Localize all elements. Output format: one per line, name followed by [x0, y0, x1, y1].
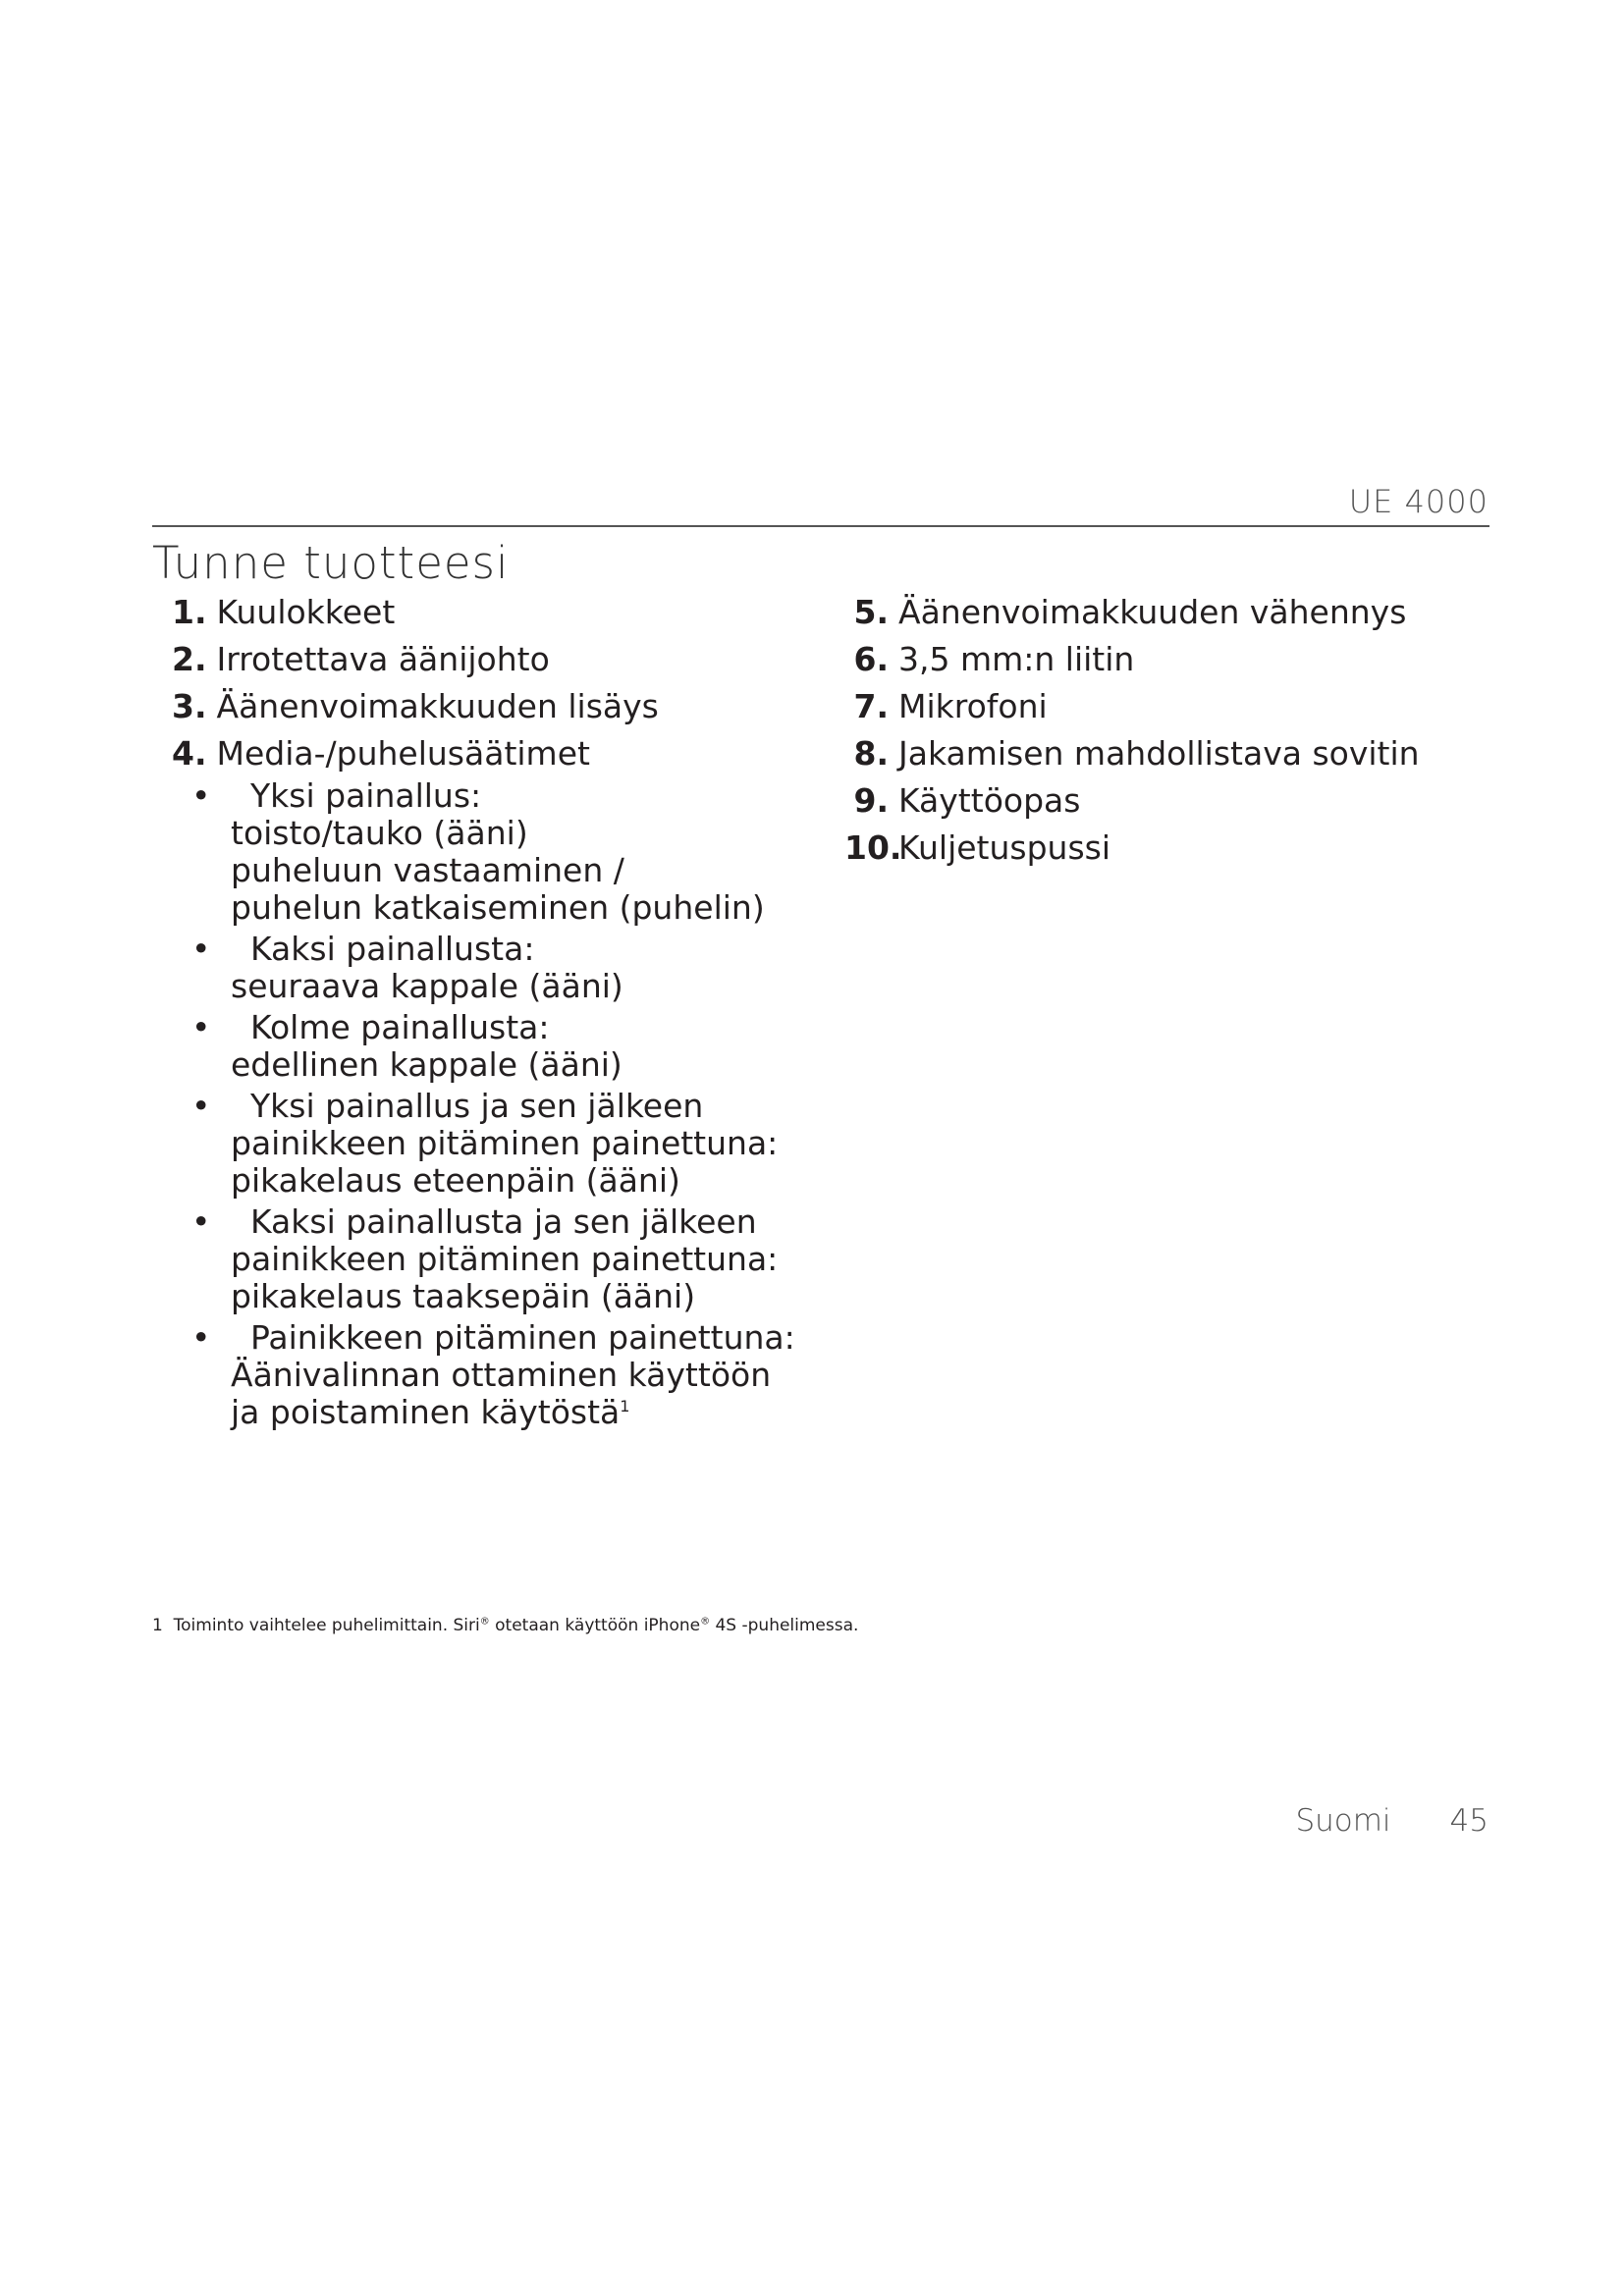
list-item: [172, 589, 839, 636]
sub-list-item: [191, 931, 839, 1005]
sub-item-heading: Yksi painallus:: [250, 776, 482, 815]
item-number: 9.: [853, 781, 889, 820]
list-item: [844, 683, 1473, 730]
sub-list-item: [191, 777, 839, 927]
list-item: [172, 683, 839, 730]
list-item: [172, 636, 839, 683]
page-footer: [1295, 1803, 1489, 1839]
sub-item-line: painikkeen pitäminen painettuna:: [231, 1240, 779, 1278]
list-item: [844, 589, 1473, 636]
sub-list-item: [191, 1203, 839, 1315]
sub-item-line: painikkeen pitäminen painettuna:: [231, 1124, 779, 1162]
bullet: •: [191, 1318, 211, 1357]
footnote-text-b: otetaan käyttöön iPhone: [489, 1616, 701, 1635]
item-label: Kuljetuspussi: [898, 828, 1111, 867]
item-number: 5.: [853, 593, 889, 631]
footnote-text-a: Toiminto vaihtelee puhelimittain. Siri: [173, 1616, 480, 1635]
list-item: [844, 777, 1473, 825]
list-item: [844, 636, 1473, 683]
item-number: 7.: [853, 687, 889, 725]
controls-sublist: [172, 777, 839, 1431]
sub-item-heading: Yksi painallus ja sen jälkeen: [250, 1087, 704, 1125]
list-item: [172, 730, 839, 777]
parts-list-left: [172, 589, 839, 1435]
footnote-text-c: 4S -puhelimessa.: [710, 1616, 859, 1635]
bullet: •: [191, 930, 211, 968]
bullet: •: [191, 776, 211, 815]
item-number: 3.: [172, 687, 207, 725]
header-divider: [152, 525, 1489, 527]
footnote-ref: 1: [620, 1397, 630, 1415]
sub-list-item: [191, 1009, 839, 1084]
sub-item-line: puhelun katkaiseminen (puhelin): [231, 888, 765, 927]
item-number: 8.: [853, 734, 889, 773]
sub-item-heading: Painikkeen pitäminen painettuna:: [250, 1318, 795, 1357]
list-item: [844, 825, 1473, 872]
list-item: [844, 730, 1473, 777]
item-number: 2.: [172, 640, 207, 678]
sub-item-line: toisto/tauko (ääni): [231, 814, 528, 852]
item-number: 1.: [172, 593, 207, 631]
item-number: 6.: [853, 640, 889, 678]
sub-item-line-with-ref: [231, 1394, 839, 1431]
item-label: Äänenvoimakkuuden vähennys: [898, 593, 1407, 631]
footnote: [152, 1616, 858, 1635]
item-number: 4.: [172, 734, 207, 773]
bullet: •: [191, 1202, 211, 1241]
bullet: •: [191, 1087, 211, 1125]
parts-list-right: [844, 589, 1473, 872]
item-label: Käyttöopas: [898, 781, 1081, 820]
sub-item-line: puheluun vastaaminen /: [231, 851, 624, 889]
item-label: Kuulokkeet: [216, 593, 396, 631]
registered-mark: ®: [700, 1616, 711, 1628]
item-label: 3,5 mm:n liitin: [898, 640, 1135, 678]
page-title: Tunne tuotteesi: [152, 537, 510, 589]
sub-item-line: edellinen kappale (ääni): [231, 1045, 623, 1084]
sub-item-heading: Kaksi painallusta ja sen jälkeen: [250, 1202, 757, 1241]
item-label: Äänenvoimakkuuden lisäys: [216, 687, 659, 725]
footnote-number: 1: [152, 1616, 163, 1635]
item-label: Jakamisen mahdollistava sovitin: [898, 734, 1420, 773]
bullet: •: [191, 1008, 211, 1046]
registered-mark: ®: [479, 1616, 490, 1628]
sub-item-heading: Kolme painallusta:: [250, 1008, 550, 1046]
sub-item-line: Äänivalinnan ottaminen käyttöön: [231, 1356, 772, 1394]
item-label: Irrotettava äänijohto: [216, 640, 550, 678]
sub-item-heading: Kaksi painallusta:: [250, 930, 535, 968]
sub-item-line: pikakelaus eteenpäin (ääni): [231, 1161, 680, 1200]
language-label: Suomi: [1295, 1803, 1391, 1839]
sub-item-line: pikakelaus taaksepäin (ääni): [231, 1277, 696, 1315]
item-number: 10.: [844, 828, 902, 867]
sub-list-item: [191, 1319, 839, 1431]
item-label: Mikrofoni: [898, 687, 1048, 725]
model-name: UE 4000: [1348, 483, 1489, 520]
sub-item-line: seuraava kappale (ääni): [231, 967, 623, 1005]
controls-sublist-wrapper: [172, 777, 839, 1431]
sub-item-line-text: ja poistaminen käytöstä: [231, 1393, 621, 1431]
item-label: Media-/puhelusäätimet: [216, 734, 590, 773]
page-number: 45: [1449, 1803, 1489, 1839]
sub-list-item: [191, 1088, 839, 1200]
